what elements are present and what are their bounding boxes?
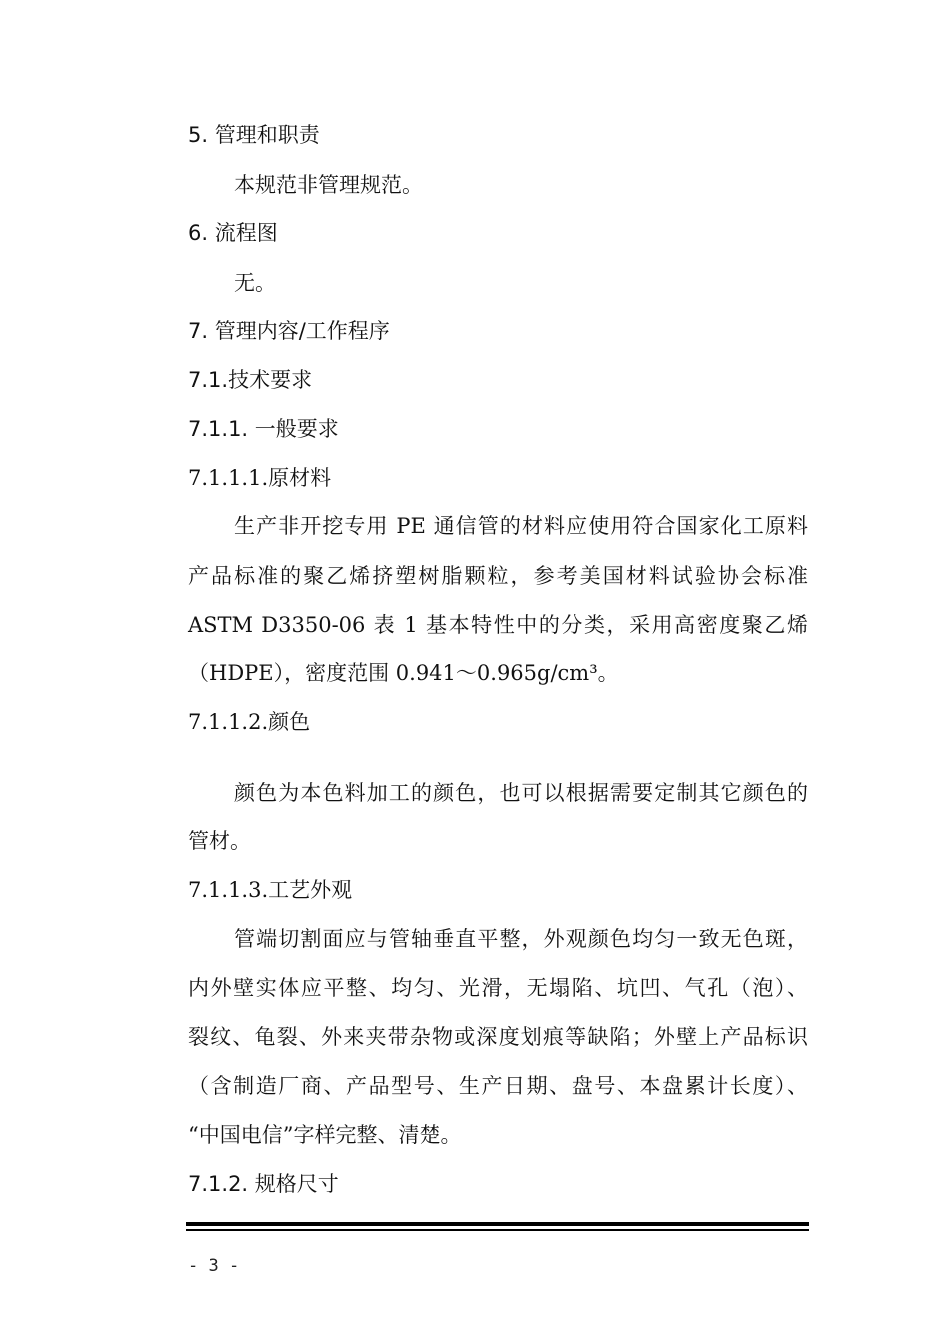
paragraph-line: 管端切割面应与管轴垂直平整，外观颜色均匀一致无色斑， (234, 927, 808, 951)
section-7-1-1-3-heading: 7.1.1.3.工艺外观 (188, 878, 353, 902)
paragraph-line: 产品标准的聚乙烯挤塑树脂颗粒，参考美国材料试验协会标准 (188, 564, 808, 588)
paragraph-line: 颜色为本色料加工的颜色，也可以根据需要定制其它颜色的 (234, 781, 808, 805)
paragraph-line: 管材。 (188, 829, 251, 853)
section-7-1-heading: 7.1.技术要求 (188, 368, 313, 392)
section-7-1-1-2-heading: 7.1.1.2.颜色 (188, 710, 311, 734)
paragraph-line: ASTM D3350-06 表 1 基本特性中的分类，采用高密度聚乙烯 (188, 613, 808, 637)
paragraph-line: 裂纹、龟裂、外来夹带杂物或深度划痕等缺陷；外壁上产品标识 (188, 1025, 808, 1049)
paragraph-line: （含制造厂商、产品型号、生产日期、盘号、本盘累计长度）、 (188, 1074, 808, 1098)
section-5-heading: 5. 管理和职责 (188, 123, 320, 147)
section-7-heading: 7. 管理内容/工作程序 (188, 319, 390, 343)
section-5-body: 本规范非管理规范。 (234, 173, 423, 197)
section-7-1-2-heading: 7.1.2. 规格尺寸 (188, 1172, 339, 1196)
footer-rule-thin (186, 1229, 809, 1231)
section-7-1-1-heading: 7.1.1. 一般要求 (188, 417, 339, 441)
paragraph-line: （HDPE），密度范围 0.941～0.965g/cm³。 (188, 661, 619, 685)
section-7-1-1-1-heading: 7.1.1.1.原材料 (188, 466, 332, 490)
section-6-body: 无。 (234, 271, 276, 295)
paragraph-line: 生产非开挖专用 PE 通信管的材料应使用符合国家化工原料 (234, 514, 808, 538)
paragraph-line: 内外壁实体应平整、均匀、光滑，无塌陷、坑凹、气孔（泡）、 (188, 976, 808, 1000)
page-number: - 3 - (188, 1256, 240, 1276)
section-6-heading: 6. 流程图 (188, 221, 278, 245)
footer-rule-thick (186, 1222, 809, 1226)
paragraph-line: “中国电信”字样完整、清楚。 (188, 1123, 462, 1147)
